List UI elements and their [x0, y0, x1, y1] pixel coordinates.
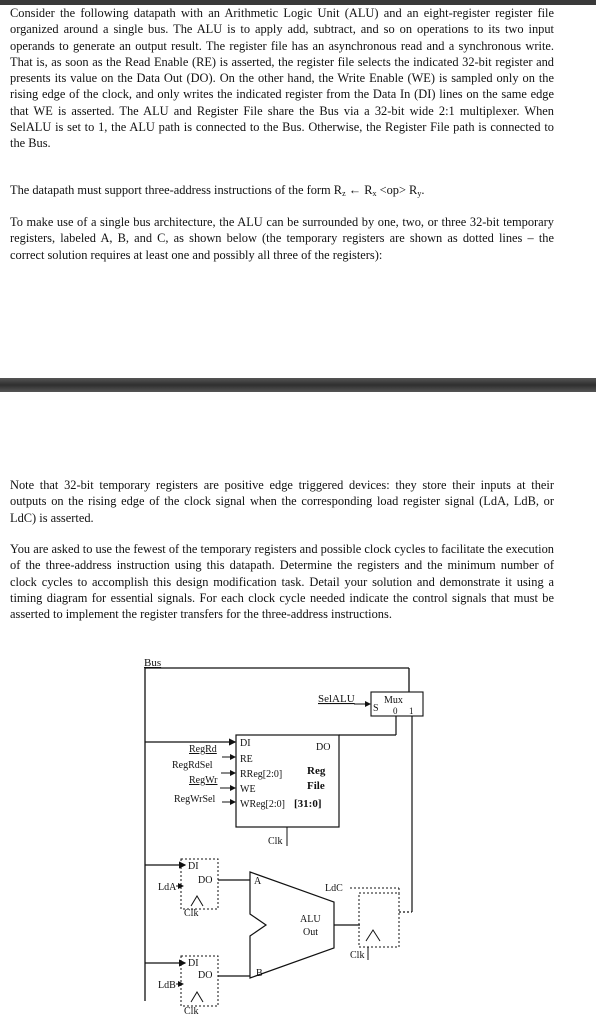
sub-x: x — [372, 189, 377, 198]
selalu-label: SelALU — [318, 693, 355, 705]
temp-register-b — [181, 956, 218, 1006]
alu-a-label: A — [254, 876, 262, 887]
b-clk-label: Clk — [184, 1006, 199, 1017]
regrdsel-label: RegRdSel — [172, 760, 213, 771]
regrd-label: RegRd — [189, 744, 217, 755]
alu-name-label: ALU — [300, 914, 321, 925]
b-di-label: DI — [188, 958, 199, 969]
a-di-label: DI — [188, 861, 199, 872]
rf-do-label: DO — [316, 742, 331, 753]
instr-op: <op> R — [376, 183, 418, 197]
rf-rreg-label: RReg[2:0] — [240, 769, 283, 780]
sub-z: z — [342, 189, 346, 198]
sub-y: y — [417, 189, 422, 198]
alu-shape — [250, 872, 334, 978]
b-do-label: DO — [198, 970, 213, 981]
instr-end: . — [421, 183, 425, 197]
bus-label: Bus — [144, 657, 162, 669]
alu-b-label: B — [256, 968, 263, 979]
instr-arrow: ← R — [345, 183, 373, 197]
mux-s-label: S — [373, 703, 379, 714]
instr-text: The datapath must support three-address instructions of the form R — [10, 183, 343, 197]
ldb-label: LdB — [158, 980, 176, 991]
rf-wreg-label: WReg[2:0] — [240, 799, 285, 810]
ldc-label: LdC — [325, 883, 343, 894]
paragraph-task: You are asked to use the fewest of the temporary registers and possible clock cycles to facilitate the execution of the three-address instruction using this datapath. Determine the registers and the minimum number of clock cycles to accomplish this design modification task. Detail your solution and demonstrate it using a timing diagram for essential signals. For each clock cycle needed indicate the control signals that must be asserted to implement the register transfers for the three-address instructions. — [10, 542, 554, 622]
paragraph-edge-triggered-note: Note that 32-bit temporary registers are positive edge triggered devices: they store their inputs at their outputs on the rising edge of the clock signal when the corresponding load register signal (LdA, LdB, or LdC) is asserted. — [10, 478, 554, 525]
a-clk-label: Clk — [184, 908, 199, 919]
rf-reg-label: Reg — [307, 765, 326, 777]
a-clk-triangle — [191, 896, 203, 906]
mux-0-label: 0 — [393, 706, 398, 716]
alu-out-label: Out — [303, 927, 318, 938]
rf-file-label: File — [307, 780, 325, 792]
b-clk-triangle — [191, 992, 203, 1002]
rf-we-label: WE — [240, 784, 256, 795]
rf-di-label: DI — [240, 738, 251, 749]
mux-label: Mux — [384, 695, 403, 706]
regwrsel-label: RegWrSel — [174, 794, 216, 805]
a-do-label: DO — [198, 875, 213, 886]
paragraph-temp-registers: To make use of a single bus architecture, the ALU can be surrounded by one, two, or three 32-bit temporary registers, labeled A, B, and C, as shown below (the temporary registers are shown as dotted lines – the correct solution requires at least one and possibly all three of the registers): — [10, 215, 554, 262]
regwr-label: RegWr — [189, 775, 218, 786]
c-clk-label: Clk — [350, 950, 365, 961]
c-clk-triangle — [366, 930, 380, 941]
paragraph-datapath-description: Consider the following datapath with an Arithmetic Logic Unit (ALU) and an eight-register register file organized around a single bus. The ALU is to apply add, subtract, and so on operations to its two input operands to generate an output result. The register file has an asynchronous read and a synchronous write. That is, as soon as the Read Enable (RE) is asserted, the register file selects the indicated 32-bit register and presents its value on the Data Out (DO). On the other hand, the Write Enable (WE) is sampled only on the rising edge of the clock, and only writes the indicated register from the Data In (DI) lines on the same edge that WE is asserted. The ALU and Register File share the Bus via a 32-bit wide 2:1 multiplexer. When SelALU is set to 1, the ALU path is connected to the Bus. Otherwise, the Register File path is connected to the Bus. — [10, 6, 554, 151]
rf-re-label: RE — [240, 754, 253, 765]
mux-1-label: 1 — [409, 706, 414, 716]
lda-label: LdA — [158, 882, 177, 893]
rf-width-label: [31:0] — [294, 798, 322, 810]
rf-clk-label: Clk — [268, 836, 283, 847]
